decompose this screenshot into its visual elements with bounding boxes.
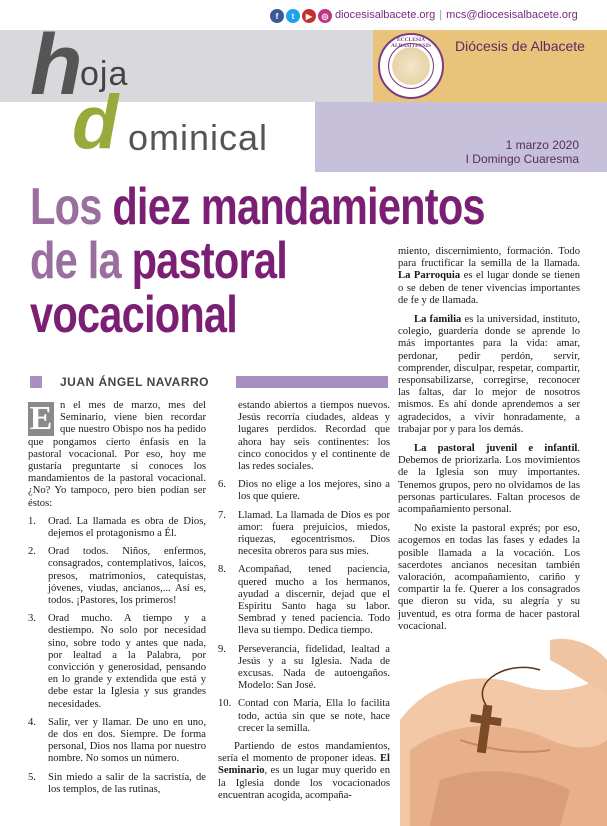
item-text: Orad mucho. A tiempo y a destiempo. No solo por necesidad sino, sobre todo y antes que nada, por lealtad a la Palabra, por convicción y generosidad, pensando en lo grande y extendida que está y debe estar la Iglesia y sus grandes necesidades. xyxy=(48,613,206,710)
list-item xyxy=(218,644,390,693)
text-run: es la universidad, instituto, colegio, guardería donde se aprende lo más importantes para la vida: amar, perdonar, pedir perdón, servir, comprender, disculpar, respetar, compartir, responsabilizarse, corregirse, reconocer las faltas, dar lo mejor de nosotros mismos. Es ahí donde aprendemos a ser agradecidos, a vivir honradamente, a trabajar por y para los demás. xyxy=(398,314,580,435)
item-number: 8. xyxy=(218,564,226,576)
instagram-icon[interactable]: ◎ xyxy=(318,9,332,23)
paragraph xyxy=(398,246,580,307)
paragraph xyxy=(218,741,390,802)
item-number: 6. xyxy=(218,479,226,491)
item-number: 9. xyxy=(218,643,226,655)
item-text: Llamad. La llamada de Dios es por amor: fuera prejuicios, miedos, riquezas, egocentrismos. Dios necesita obreros para sus mies. xyxy=(238,509,390,558)
item-number: 10. xyxy=(218,698,232,710)
item-number: 1. xyxy=(28,515,36,527)
seal-text: ECCLESIA ALBASITENSIS xyxy=(390,37,432,49)
text-run: . Debemos de priorizarla. Los movimientos de la Iglesia son muy importantes. Tenemos grupos, pero no olvidamos de las personas particulares. Faltan procesos de acompañamiento personal. xyxy=(398,443,580,516)
byline-square xyxy=(30,376,42,388)
list-item xyxy=(28,516,206,540)
byline xyxy=(30,376,230,388)
hands-illustration xyxy=(400,600,607,826)
item-number: 2. xyxy=(28,546,36,558)
email-link[interactable]: mcs@diocesisalbacete.org xyxy=(446,9,578,21)
text-run: , es un lugar muy querido en la Iglesia donde los vocacionados encuentran acogida, acompaña- xyxy=(218,765,390,801)
item-text: Salir, ver y llamar. De uno en uno, de dos en dos. Siempre. De forma personal, Dios nos llama por nuestro nombre. No somos un número. xyxy=(48,716,206,765)
item-text: Orad todos. Niños, enfermos, consagrados, contemplativos, laicos, presos, matrimonios, catequistas, jóvenes, viudas, ancianos,... Así es, todos. ¡Pastores, los primeros! xyxy=(48,546,206,607)
intro-paragraph: n el mes de marzo, mes del Seminario, viene bien recordar que nuestro Obispo nos ha pedido que pongamos cierto énfasis en la pastoral vocacional. Por eso, hoy me gustaría preguntarte si conoces los mandamientos de la pastoral vocacional. ¿No? Yo tampoco, pero bien podían ser éstos: xyxy=(28,400,206,509)
item-number: 4. xyxy=(28,716,36,728)
item-5-continued: estando abiertos a tiempos nuevos. Jesús recorría ciudades, aldeas y lugares perdidos. Recordad que ahora hay seis continentes: los cinco conocidos y el continente de las redes sociales. xyxy=(238,400,390,473)
column-2 xyxy=(218,400,390,802)
contact-info xyxy=(335,9,578,21)
commandments-list xyxy=(28,516,206,796)
liturgical-day: I Domingo Cuaresma xyxy=(465,152,579,166)
list-item xyxy=(28,613,206,711)
bold-run: La Parroquia xyxy=(398,270,461,282)
list-item xyxy=(28,772,206,796)
issue-date xyxy=(466,138,579,166)
date-text: 1 marzo 2020 xyxy=(505,138,579,152)
text-run: Partiendo de estos mandamientos, sería el momento de proponer ideas. xyxy=(218,741,390,765)
title-part: de la xyxy=(30,232,132,290)
facebook-icon[interactable]: f xyxy=(270,9,284,23)
social-links xyxy=(270,9,332,23)
title-part: diez mandamientos xyxy=(112,178,485,236)
column-1 xyxy=(28,400,206,796)
diocese-seal xyxy=(378,33,444,99)
author-name: JUAN ÁNGEL NAVARRO xyxy=(60,375,210,389)
byline-rule xyxy=(236,376,388,388)
bold-run: La pastoral juvenil e infantil xyxy=(414,443,578,455)
item-text: Dios no elige a los mejores, sino a los que quiere. xyxy=(238,479,390,503)
list-item xyxy=(28,717,206,766)
logo-word-dominical: ominical xyxy=(128,117,269,158)
title-part: pastoral xyxy=(131,232,287,290)
hands-cross-photo xyxy=(400,600,607,826)
item-text: Sin miedo a salir de la sacristía, de los templos, de las rutinas, xyxy=(48,771,206,795)
paragraph xyxy=(398,443,580,516)
list-item xyxy=(28,546,206,607)
top-bar xyxy=(0,0,607,30)
item-number: 7. xyxy=(218,509,226,521)
item-number: 5. xyxy=(28,771,36,783)
text-run: miento, discernimiento, formación. Todo para fructificar la semilla de la llamada. xyxy=(398,246,580,270)
text-run: es el lugar donde se tienen o se deben de tener vivencias importantes de fe y de llamada. xyxy=(398,270,581,306)
item-text: Contad con María, Ella lo facilita todo, actúa sin que se note, hace crecer la semilla. xyxy=(238,698,390,734)
list-item xyxy=(218,564,390,637)
diocese-name: Diócesis de Albacete xyxy=(455,38,585,54)
website-link[interactable]: diocesisalbacete.org xyxy=(335,9,436,21)
column-3 xyxy=(398,246,580,640)
item-text: Perseverancia, fidelidad, lealtad a Jesús y a su Iglesia. Nada de excusas. Nada de autoengaños. Modelo: San José. xyxy=(238,643,390,692)
list-item xyxy=(218,510,390,559)
youtube-icon[interactable]: ▶ xyxy=(302,9,316,23)
logo-letter-h: h xyxy=(30,17,83,113)
logo-word-hoja: oja xyxy=(80,55,129,93)
twitter-icon[interactable]: t xyxy=(286,9,300,23)
logo-letter-d: d xyxy=(72,80,119,165)
list-item xyxy=(218,698,390,735)
item-number: 3. xyxy=(28,613,36,625)
bold-run: La familia xyxy=(414,314,462,326)
seal-emblem xyxy=(388,43,434,89)
drop-cap: E xyxy=(29,400,53,437)
paragraph xyxy=(398,314,580,436)
title-part: vocacional xyxy=(30,286,238,344)
finger-shape xyxy=(550,639,607,695)
item-text: Acompañad, tened paciencia, quered mucho a los hermanos, ayudad a discernir, dejad que el Espíritu Santo haga su labor. Sembrad y tened paciencia. Todo lleva su tiempo. Dedica tiempo. xyxy=(238,564,390,637)
title-part: Los xyxy=(30,178,113,236)
item-text: Orad. La llamada es obra de Dios, dejemos el protagonismo a Él. xyxy=(48,515,206,540)
list-item xyxy=(218,479,390,503)
separator: | xyxy=(439,9,443,21)
text-run: No existe la pastoral exprés; por eso, acogemos en todas las fases y edades la posible llamada a la vocación. Los sacerdotes ancianos necesitan también valoración, acompañamiento, cariño y compartir la fe. Querer a los consagrados que dieron su vida, su alegría y su juventud, es otra forma de hacer pastoral vocacional. xyxy=(398,523,580,632)
bold-run: El Seminario xyxy=(218,753,390,777)
commandments-list-cont xyxy=(218,479,390,735)
